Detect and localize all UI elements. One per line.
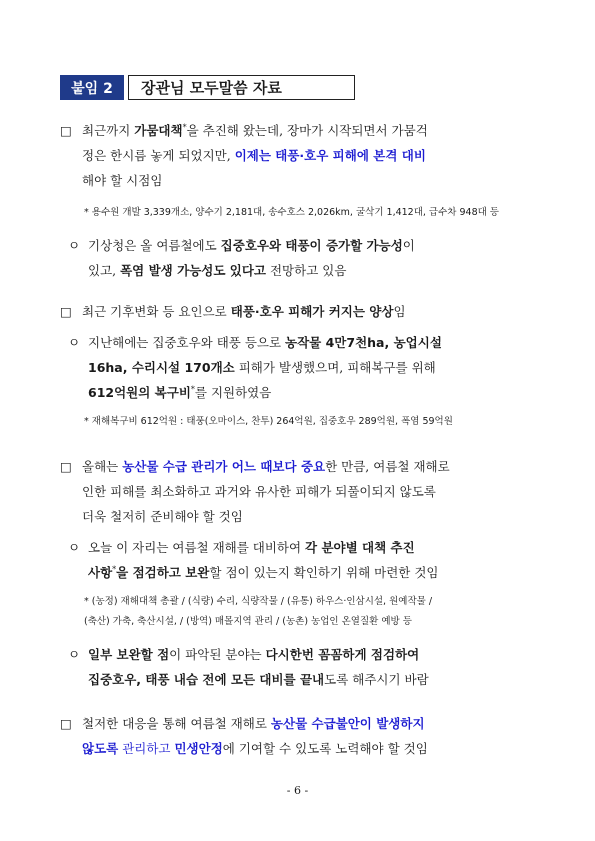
highlight: 관리하고 — [118, 741, 175, 756]
paragraph-forecast — [88, 233, 553, 283]
emphasis: 폭염 발생 가능성도 있다고 — [120, 263, 266, 278]
emphasis: 집중호우와 태풍이 증가할 가능성 — [220, 238, 403, 253]
emphasis: 612억원의 복구비 — [88, 385, 191, 400]
circle-bullet-icon: ㅇ — [68, 238, 81, 253]
emphasis: 각 분야별 대책 추진 — [305, 540, 415, 555]
text: 도록 해주시기 바람 — [324, 672, 429, 687]
paragraph-complete-prep — [88, 642, 553, 692]
circle-bullet-icon: ㅇ — [68, 647, 81, 662]
highlight: 않도록 — [82, 741, 119, 756]
footnote-line: * (농정) 재해대책 총괄 / (식량) 수리, 식량작물 / (유통) 하우스·인삼시설, 원예작물 / — [84, 596, 433, 607]
text: 올해는 — [82, 459, 123, 474]
text: 지난해에는 집중호우와 태풍 등으로 — [88, 335, 286, 350]
text: 전망하고 있음 — [266, 263, 347, 278]
footnote-line: (축산) 가축, 축산시설, / (방역) 매몰지역 관리 / (농촌) 농업인 온열질환 예방 등 — [84, 616, 412, 627]
text: 철저한 대응을 통해 여름철 재해로 — [82, 716, 271, 731]
text: 오늘 이 자리는 여름철 재해를 대비하여 — [88, 540, 306, 555]
emphasis: 일부 보완할 점 — [88, 647, 170, 662]
square-bullet-icon: □ — [60, 716, 72, 731]
circle-bullet-icon: ㅇ — [68, 335, 81, 350]
paragraph-this-year — [82, 454, 552, 529]
emphasis: 사항 — [88, 565, 113, 580]
emphasis: 집중호우, 태풍 내습 전에 모든 대비를 끝내 — [88, 672, 325, 687]
text: 인한 피해를 최소화하고 과거와 유사한 피해가 되풀이되지 않도록 — [82, 484, 436, 499]
text: 최근까지 — [82, 123, 135, 138]
text: 임 — [393, 304, 406, 319]
text: 최근 기후변화 등 요인으로 — [82, 304, 231, 319]
emphasis: 가뭄대책 — [134, 123, 183, 138]
paragraph-climate — [82, 299, 552, 324]
text: 있고, — [88, 263, 121, 278]
text: 이 — [402, 238, 415, 253]
text: 정은 한시름 놓게 되었지만, — [82, 148, 235, 163]
text: 기상청은 올 여름철에도 — [88, 238, 221, 253]
page-number: - 6 - — [286, 784, 309, 797]
attachment-tag: 붙임 2 — [60, 75, 124, 100]
section-header — [60, 75, 355, 100]
highlight: 농산물 수급 관리가 어느 때보다 중요 — [122, 459, 326, 474]
footnote-water: * 용수원 개발 3,339개소, 양수기 2,181대, 송수호스 2,026km, 굴삭기 1,412대, 급수차 948대 등 — [84, 207, 499, 218]
highlight: 농산물 수급불안이 발생하지 — [270, 716, 425, 731]
square-bullet-icon: □ — [60, 123, 72, 138]
paragraph-meeting: 오늘 이 자리는 여름철 재해를 대비하여 각 분야별 대책 추진 사항*을 점검하고 보완할 점이 있는지 확인하기 위해 마련한 것임 — [88, 540, 439, 580]
paragraph-last-year: 지난해에는 집중호우와 태풍 등으로 농작물 4만7천ha, 농업시설 16ha, 수리시설 170개소 피해가 발생했으며, 피해복구를 위해 612억원의 복구비*를 지원하였음 — [88, 335, 442, 400]
text: 한 만큼, 여름철 재해로 — [325, 459, 450, 474]
text: 할 점이 있는지 확인하기 위해 마련한 것임 — [209, 565, 439, 580]
paragraph-conclusion — [82, 711, 552, 761]
emphasis: 다시한번 꼼꼼하게 점검하여 — [265, 647, 420, 662]
highlight: 민생안정 — [174, 741, 223, 756]
text: 을 추진해 왔는데, 장마가 시작되면서 가뭄걱 — [186, 123, 428, 138]
text: 이 파악된 분야는 — [169, 647, 266, 662]
emphasis: 태풍·호우 피해가 커지는 양상 — [230, 304, 394, 319]
footnote-sectors — [84, 592, 432, 632]
circle-bullet-icon: ㅇ — [68, 540, 81, 555]
emphasis: 16ha, 수리시설 170개소 — [88, 360, 235, 375]
text: 피해가 발생했으며, 피해복구를 위해 — [234, 360, 436, 375]
emphasis: 을 점검하고 보완 — [116, 565, 210, 580]
paragraph-drought: 최근까지 가뭄대책*을 추진해 왔는데, 장마가 시작되면서 가뭄걱 정은 한시름 놓게 되었지만, 이제는 태풍·호우 피해에 본격 대비 해야 할 시점임 — [82, 122, 428, 188]
text: 해야 할 시점임 — [82, 173, 163, 188]
footnote-recovery: * 재해복구비 612억원 : 태풍(오마이스, 찬투) 264억원, 집중호우 289억원, 폭염 59억원 — [84, 416, 453, 427]
square-bullet-icon: □ — [60, 459, 72, 474]
highlight: 이제는 태풍·호우 피해에 본격 대비 — [234, 148, 426, 163]
page-title: 장관님 모두말씀 자료 — [128, 75, 355, 100]
text: 를 지원하였음 — [194, 385, 272, 400]
square-bullet-icon: □ — [60, 304, 72, 319]
text: 더욱 철저히 준비해야 할 것임 — [82, 509, 243, 524]
text: 에 기여할 수 있도록 노력해야 할 것임 — [222, 741, 428, 756]
emphasis: 농작물 4만7천ha, 농업시설 — [285, 335, 442, 350]
